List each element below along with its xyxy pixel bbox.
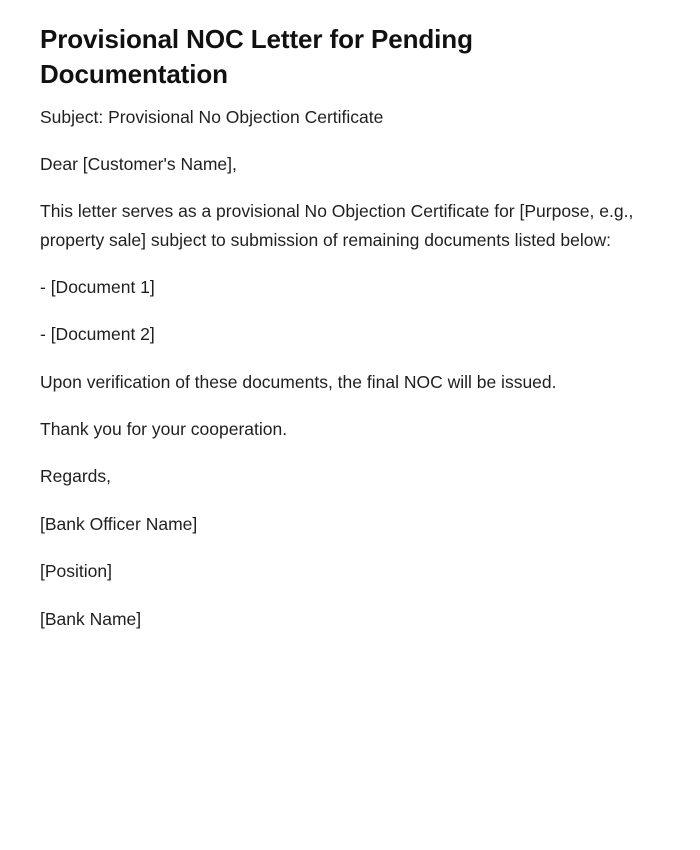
paragraph-subject: Subject: Provisional No Objection Certificate bbox=[40, 106, 384, 127]
page-title: Provisional NOC Letter for Pending Documentation bbox=[40, 24, 473, 90]
paragraph-verification: Upon verification of these documents, the final NOC will be issued. bbox=[40, 371, 557, 392]
paragraph-closing: Regards, bbox=[40, 466, 112, 487]
signature-officer-name: [Bank Officer Name] bbox=[40, 513, 198, 534]
paragraph-intro: This letter serves as a provisional No Objection Certificate for [Purpose, e.g., property sale] subject to submission of remaining documents listed below: bbox=[40, 201, 634, 250]
signature-position: [Position] bbox=[40, 561, 112, 582]
list-item-document-2: - [Document 2] bbox=[40, 324, 155, 345]
paragraph-thanks: Thank you for your cooperation. bbox=[40, 419, 288, 440]
document-body bbox=[40, 103, 660, 633]
signature-bank-name: [Bank Name] bbox=[40, 608, 142, 629]
list-item-document-1: - [Document 1] bbox=[40, 277, 155, 298]
paragraph-salutation: Dear [Customer's Name], bbox=[40, 154, 237, 175]
